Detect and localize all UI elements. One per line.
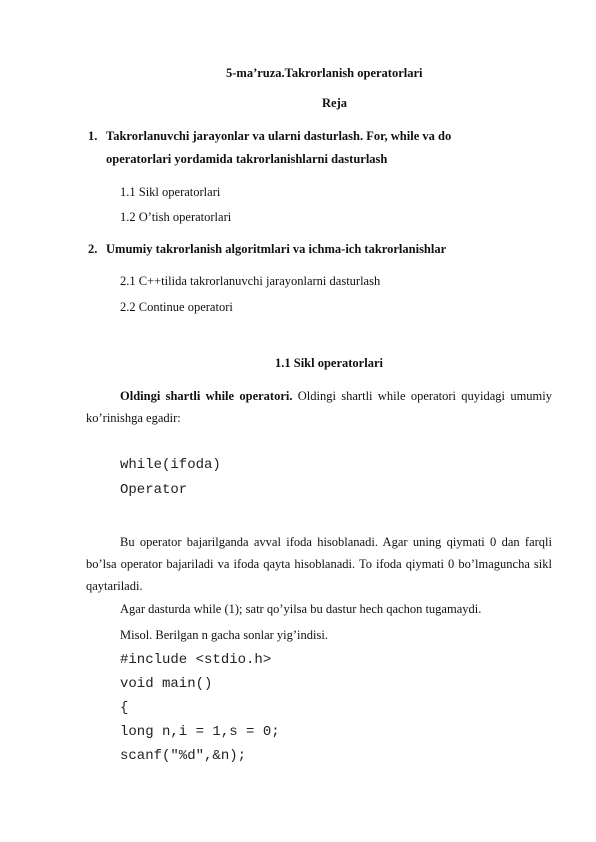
paragraph: Agar dasturda while (1); satr qo’yilsa bu dastur hech qachon tugamaydi. xyxy=(120,602,482,616)
plan-heading: Reja xyxy=(322,96,347,110)
paragraph-lead: Oldingi shartli while operatori. xyxy=(120,389,293,403)
code-line: while(ifoda) xyxy=(120,457,221,473)
plan-item-number: 2. xyxy=(88,242,98,256)
code-line: { xyxy=(120,700,129,716)
paragraph-text: Oldingi shartli while operatori quyidagi umumiy ko’rinishga egadir: xyxy=(86,389,552,425)
paragraph xyxy=(86,385,552,429)
code-line: scanf("%d",&n); xyxy=(120,748,247,764)
paragraph: Misol. Berilgan n gacha sonlar yig’indisi. xyxy=(120,628,328,642)
plan-item-text: Takrorlanuvchi jarayonlar va ularni dasturlash. For, while va do xyxy=(106,129,452,143)
plan-item-text: Umumiy takrorlanish algoritmlari va ichma-ich takrorlanishlar xyxy=(106,242,447,256)
plan-subitem: 2.2 Continue operatori xyxy=(120,300,233,314)
code-line: long n,i = 1,s = 0; xyxy=(120,724,280,740)
plan-subitem: 1.2 O’tish operatorlari xyxy=(120,210,232,224)
plan-item-text-continued: operatorlari yordamida takrorlanishlarni dasturlash xyxy=(106,152,388,166)
code-line: #include <stdio.h> xyxy=(120,652,272,668)
plan-subitem: 1.1 Sikl operatorlari xyxy=(120,185,221,199)
lecture-title: 5-ma’ruza.Takrorlanish operatorlari xyxy=(226,66,423,80)
paragraph: Bu operator bajarilganda avval ifoda hisoblanadi. Agar uning qiymati 0 dan farqli bo’lsa operator bajariladi va ifoda qayta hisoblanadi. To ifoda qiymati 0 bo’lmaguncha sikl qaytariladi. xyxy=(86,535,552,593)
code-line: void main() xyxy=(120,676,213,692)
plan-item-number: 1. xyxy=(88,129,98,143)
section-heading: 1.1 Sikl operatorlari xyxy=(275,356,383,370)
plan-subitem: 2.1 C++tilida takrorlanuvchi jarayonlarni dasturlash xyxy=(120,274,381,288)
code-line: Operator xyxy=(120,482,188,498)
